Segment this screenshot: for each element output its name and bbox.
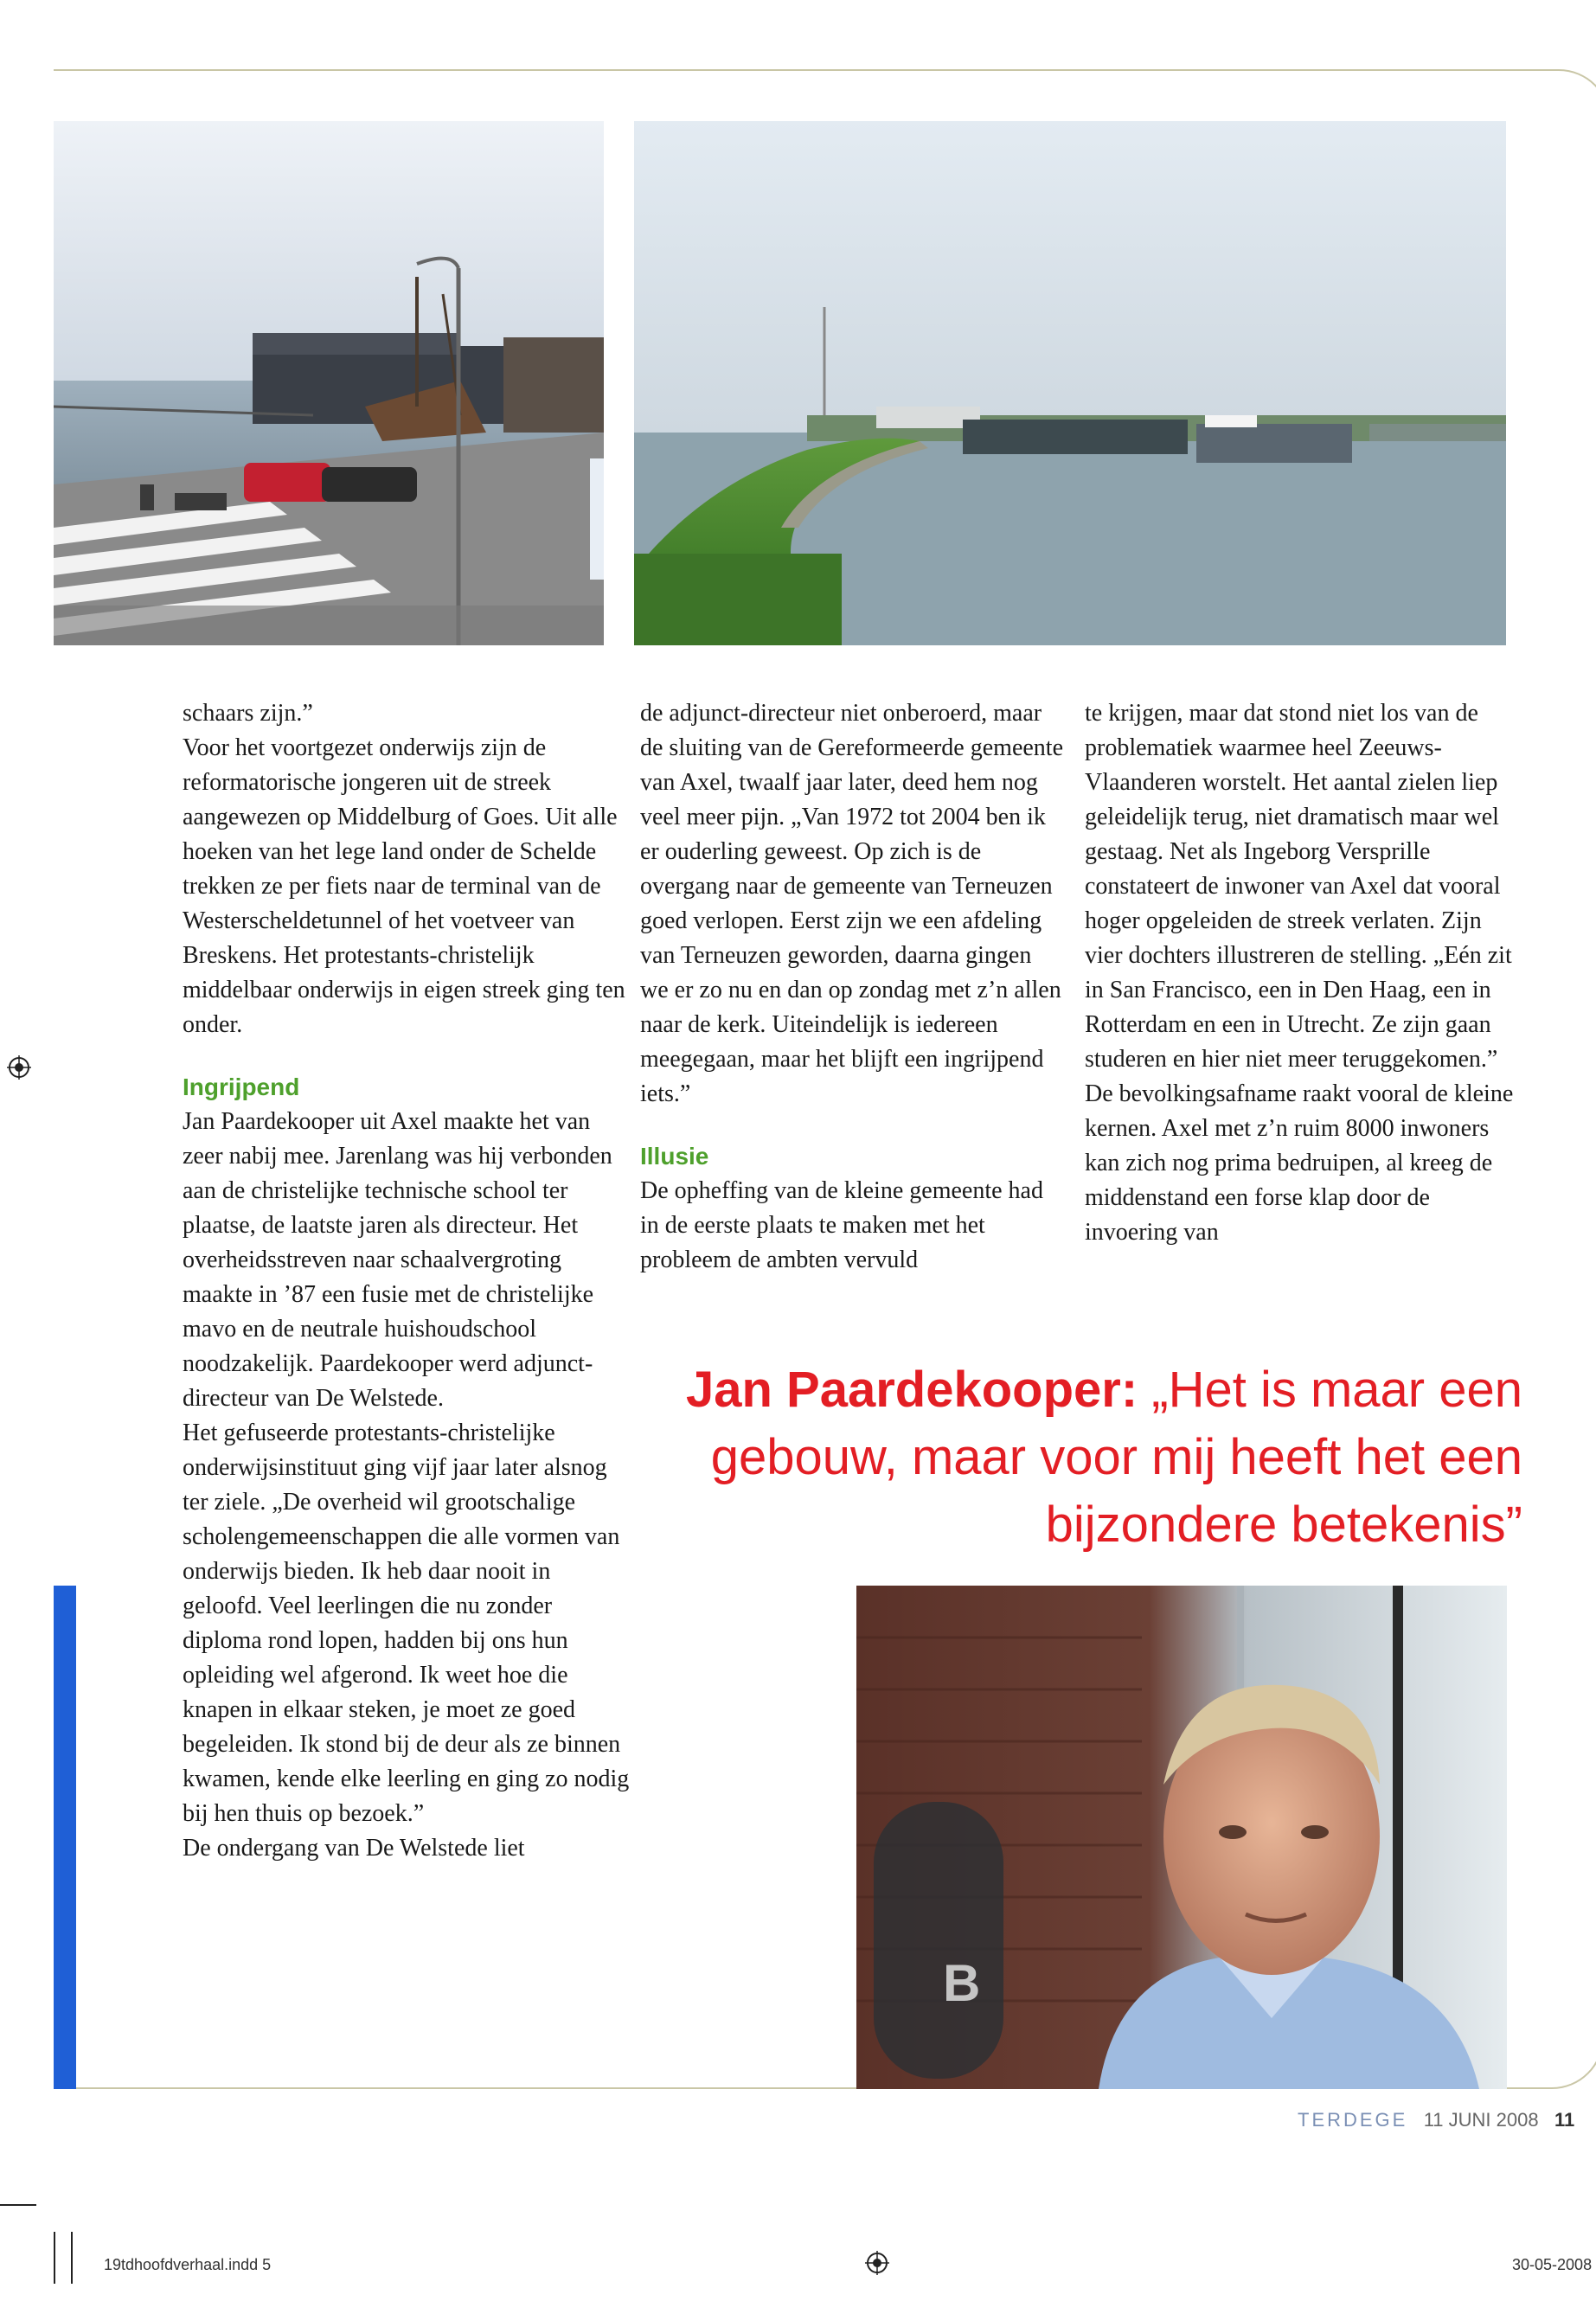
article-column-middle — [640, 696, 1064, 1278]
bottom-rule-curve — [1533, 2033, 1596, 2089]
page-number: 11 — [1554, 2109, 1575, 2131]
harbor-photo — [54, 121, 604, 645]
portrait-photo — [856, 1586, 1507, 2089]
paragraph: De opheffing van de kleine gemeente had in de eerste plaats te maken met het probleem de ambten vervuld — [640, 1177, 1043, 1273]
pull-quote-line: „Het is maar een — [1138, 1362, 1522, 1418]
article-column-right — [1085, 696, 1517, 1250]
page-footer — [1298, 2109, 1596, 2131]
crop-mark — [54, 2232, 55, 2284]
paragraph: De ondergang van De Welstede liet — [183, 1835, 525, 1862]
article-column-left — [183, 696, 632, 1866]
pull-quote-line: bijzondere betekenis” — [1045, 1497, 1522, 1553]
ferry-terminal-photo — [634, 121, 1506, 645]
pull-quote-name: Jan Paardekooper: — [685, 1362, 1138, 1418]
subheading-illusie: Illusie — [640, 1143, 709, 1170]
top-rule — [54, 69, 1559, 71]
paragraph: de adjunct-directeur niet onberoerd, maar de sluiting van de Gereformeerde gemeente van Axel, twaalf jaar later, deed hem nog veel meer pijn. „Van 1972 tot 2004 ben ik er ouderling geweest. Op zich is de overgang naar de gemeente van Terneuzen goed verlopen. Eerst zijn we een afdeling van Terneuzen geworden, daarna gingen we er zo nu en dan op zondag met z’n allen naar de kerk. Uiteindelijk is iedereen meegegaan, maar het blijft een ingrijpend iets.” — [640, 700, 1064, 1107]
crop-mark — [0, 2204, 36, 2206]
paragraph: te krijgen, maar dat stond niet los van de problematiek waarmee heel Zeeuws-Vlaanderen worstelt. Het aantal zielen liep geleidelijk terug, niet dramatisch maar wel gestaag. Net als Ingeborg Versprille constateert de inwoner van Axel dat vooral hoger opgeleiden de streek verlaten. Zijn vier dochters illustreren de stelling. „Eén zit in San Francisco, een in Den Haag, een in Rotterdam en een in Utrecht. Ze zijn gaan studeren en hier niet meer teruggekomen.” — [1085, 700, 1512, 1073]
magazine-name: TERDEGE — [1298, 2109, 1408, 2131]
blue-accent-bar — [54, 1586, 76, 2089]
top-rule-curve — [1540, 69, 1596, 123]
slug-date: 30-05-2008 — [1512, 2256, 1593, 2273]
slug-filename: 19tdhoofdverhaal.indd 5 — [104, 2256, 272, 2273]
crop-mark — [71, 2232, 73, 2284]
paragraph: Het gefuseerde protestants-christelijke onderwijsinstituut ging vijf jaar later alsnog ter ziele. „De overheid wil grootschalige scholengemeenschappen die alle vormen van onderwijs bieden. Ik heb daar nooit in geloofd. Veel leerlingen die nu zonder diploma rond lopen, hadden bij ons hun opleiding wel afgerond. Ik weet hoe die knapen in elkaar steken, je moet ze goed begeleiden. Ik stond bij de deur als ze binnen kwamen, kende elke leerling en ging zo nodig bij hen thuis op bezoek.” — [183, 1420, 630, 1827]
svg-text:B: B — [943, 1954, 981, 2012]
issue-date: 11 JUNI 2008 — [1423, 2109, 1539, 2131]
paragraph: schaars zijn.” — [183, 700, 313, 727]
pull-quote — [657, 1356, 1522, 1559]
registration-mark-icon — [865, 2251, 889, 2275]
subheading-ingrijpend: Ingrijpend — [183, 1074, 300, 1100]
paragraph: Voor het voortgezet onderwijs zijn de reformatorische jongeren uit de streek aangewezen op Middelburg of Goes. Uit alle hoeken van het lege land onder de Schelde trekken ze per fiets naar de terminal van de Westerscheldetunnel of het voetveer van Breskens. Het protestants-christelijk middelbaar onderwijs in eigen streek ging ten onder. — [183, 734, 625, 1038]
pull-quote-line: gebouw, maar voor mij heeft het een — [710, 1429, 1522, 1485]
registration-mark-icon — [7, 1055, 31, 1080]
paragraph: Jan Paardekooper uit Axel maakte het van zeer nabij mee. Jarenlang was hij verbonden aan de christelijke technische school ter plaatse, de laatste jaren als directeur. Het overheidsstreven naar schaalvergroting maakte in ’87 een fusie met de christelijke mavo en de neutrale huishoudschool noodzakelijk. Paardekooper werd adjunct-directeur van De Welstede. — [183, 1108, 612, 1412]
paragraph: De bevolkingsafname raakt vooral de kleine kernen. Axel met z’n ruim 8000 inwoners kan zich nog prima bedruipen, al kreeg de middenstand een forse klap door de invoering van — [1085, 1080, 1514, 1246]
